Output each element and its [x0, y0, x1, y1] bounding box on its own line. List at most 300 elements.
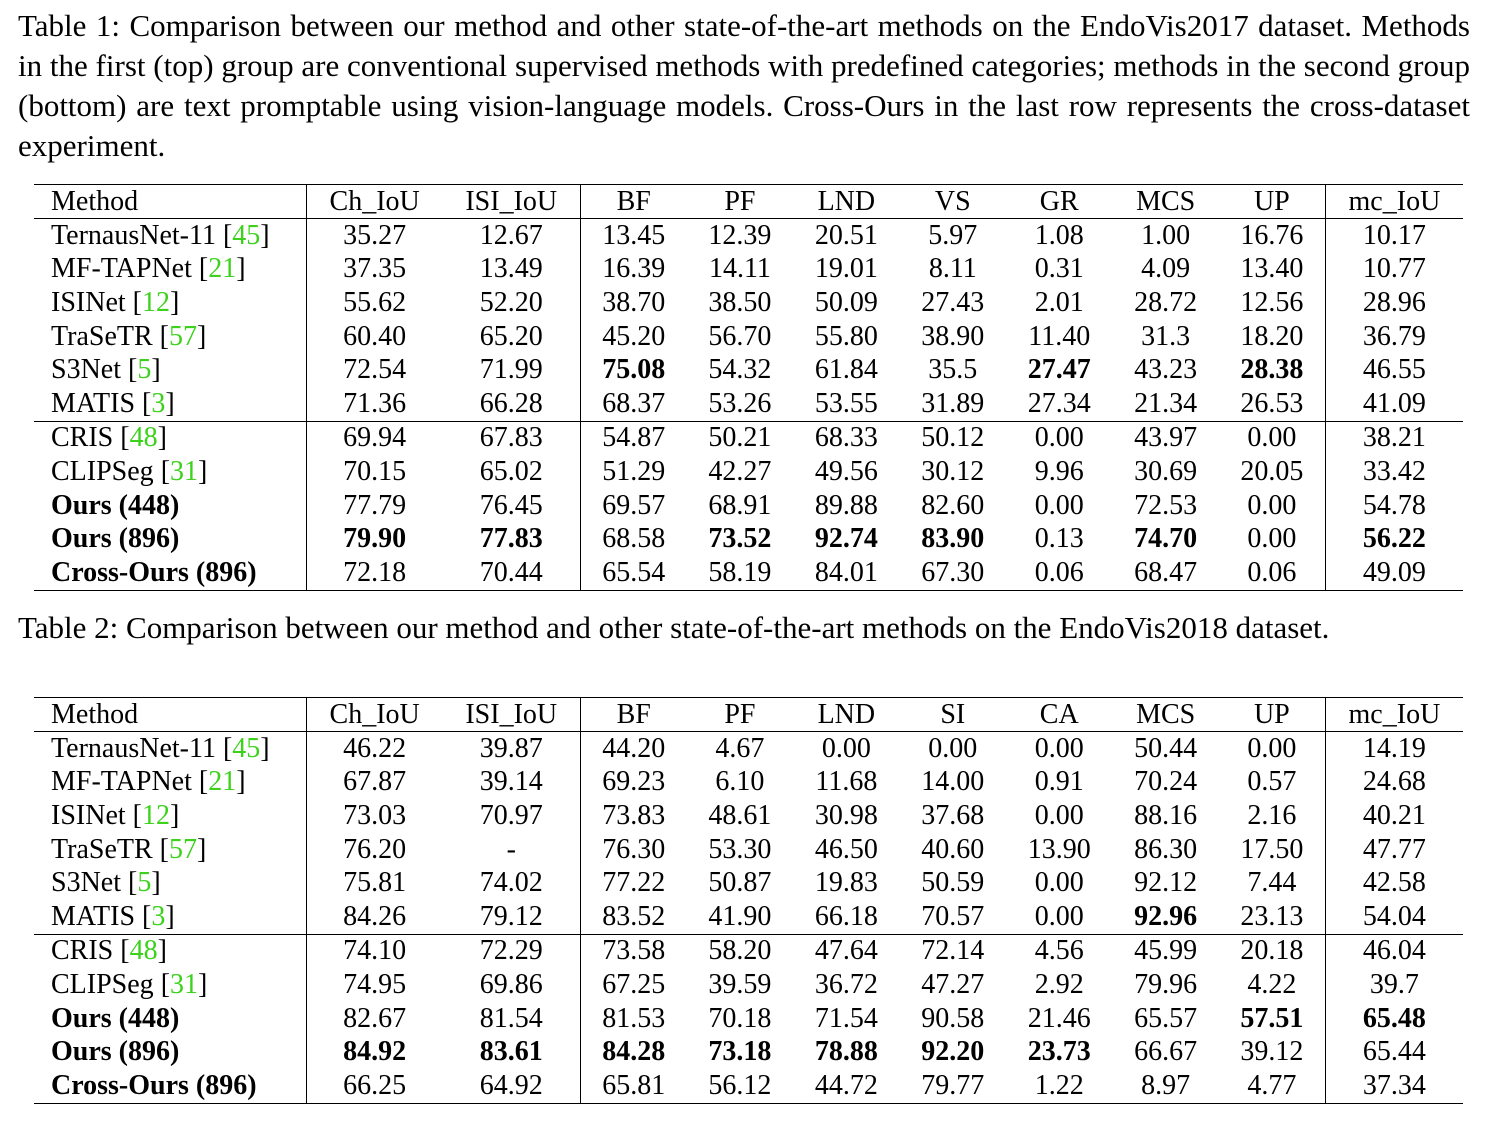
column-header: CA	[1039, 698, 1079, 730]
value-cell: 54.32	[708, 354, 772, 386]
value-cell: 0.00	[1219, 732, 1325, 766]
value-cell: 65.02	[443, 455, 581, 489]
method-name: TernausNet-11	[51, 732, 216, 764]
value-cell: 79.12	[443, 900, 581, 934]
value-cell: 83.90	[921, 523, 985, 555]
value-cell: 66.25	[343, 1069, 407, 1101]
value-cell: 89.88	[814, 489, 878, 521]
method-name: CLIPSeg	[51, 968, 154, 1000]
table1-header-row	[34, 185, 1463, 219]
value-cell: 69.94	[343, 422, 407, 454]
value-cell: 75.81	[343, 867, 407, 899]
value-cell: 0.00	[1034, 422, 1084, 454]
table-row	[34, 286, 1463, 320]
value-cell: 71.36	[343, 387, 407, 419]
value-cell: 68.91	[708, 489, 772, 521]
column-header: Ch_IoU	[329, 698, 420, 730]
value-cell: 37.68	[921, 799, 985, 831]
value-cell: 67.30	[921, 556, 985, 588]
citation-link[interactable]: 21	[208, 766, 237, 798]
method-cell	[34, 489, 306, 523]
table-row	[34, 253, 1463, 287]
method-name: TraSeTR	[51, 320, 153, 352]
value-cell: 13.40	[1219, 253, 1325, 287]
value-cell: 16.76	[1219, 219, 1325, 253]
table-row	[34, 320, 1463, 354]
value-cell: 60.40	[343, 320, 407, 352]
method-cell: TernausNet-11 [45]	[34, 732, 306, 766]
value-cell: 39.59	[708, 968, 772, 1000]
value-cell: 42.58	[1362, 867, 1426, 899]
value-cell: 73.03	[343, 799, 407, 831]
value-cell: 82.67	[343, 1002, 407, 1034]
value-cell: 65.81	[602, 1069, 666, 1101]
value-cell: 69.86	[443, 968, 581, 1002]
value-cell: 12.67	[443, 219, 581, 253]
value-cell: 14.19	[1362, 732, 1426, 764]
value-cell: 58.20	[708, 935, 772, 967]
table2-caption: Table 2: Comparison between our method and other state-of-the-art methods on the EndoVis2018 dataset.	[18, 610, 1330, 645]
value-cell: 67.87	[343, 766, 407, 798]
value-cell: 67.25	[602, 968, 666, 1000]
value-cell: 77.79	[343, 489, 407, 521]
value-cell: 14.00	[921, 766, 985, 798]
method-cell	[34, 1002, 306, 1036]
value-cell: 70.24	[1134, 766, 1198, 798]
value-cell: 84.26	[343, 900, 407, 932]
method-cell: TernausNet-11 [45]	[34, 219, 306, 253]
method-name: Ours (896)	[51, 1036, 180, 1068]
value-cell: 20.51	[814, 219, 878, 251]
value-cell: 1.08	[1034, 219, 1084, 251]
value-cell: 28.96	[1362, 286, 1426, 318]
value-cell: 4.22	[1219, 968, 1325, 1002]
citation-link[interactable]: 5	[137, 867, 152, 899]
value-cell: 28.38	[1219, 353, 1325, 387]
method-name: MATIS	[51, 900, 136, 932]
table2-endovis2018	[34, 697, 1463, 1104]
value-cell: 13.90	[1027, 833, 1091, 865]
method-cell	[34, 522, 306, 556]
column-header: BF	[616, 185, 651, 217]
table-row	[34, 522, 1463, 556]
method-cell: CRIS [48]	[34, 421, 306, 455]
value-cell: 37.35	[343, 253, 407, 285]
value-cell: 54.78	[1362, 489, 1426, 521]
method-name: ISINet	[51, 286, 126, 318]
value-cell: 56.12	[708, 1069, 772, 1101]
value-cell: 79.96	[1134, 968, 1198, 1000]
value-cell: 0.57	[1219, 766, 1325, 800]
value-cell: 1.22	[1034, 1069, 1084, 1101]
method-name: Ours (448)	[51, 489, 180, 521]
value-cell: 38.90	[921, 320, 985, 352]
table1-caption: Table 1: Comparison between our method and other state-of-the-art methods on the EndoVis2017 dataset. Methods in the first (top) group are conventional supervised methods with predefined categories; methods in the second group (bottom) are text promptable using vision-language models. Cross-Ours in the last row represents the cross-dataset experiment.	[18, 8, 1470, 163]
column-header: LND	[817, 698, 876, 730]
citation-link[interactable]: 12	[141, 286, 170, 318]
value-cell: 50.59	[921, 867, 985, 899]
value-cell: 43.23	[1134, 354, 1198, 386]
value-cell: 72.29	[443, 934, 581, 968]
value-cell: 19.01	[814, 253, 878, 285]
value-cell: 41.90	[708, 900, 772, 932]
value-cell: 0.00	[821, 732, 871, 764]
value-cell: 47.77	[1362, 833, 1426, 865]
value-cell: 5.97	[928, 219, 978, 251]
value-cell: 66.18	[814, 900, 878, 932]
table2-group-text-promptable	[34, 934, 1463, 1103]
table-row	[34, 866, 1463, 900]
table-row	[34, 421, 1463, 455]
value-cell: 2.01	[1034, 286, 1084, 318]
table-row	[34, 387, 1463, 421]
value-cell: 77.83	[443, 522, 581, 556]
value-cell: 77.22	[602, 867, 666, 899]
value-cell: 66.28	[443, 387, 581, 421]
value-cell: 68.47	[1134, 556, 1198, 588]
value-cell: 82.60	[921, 489, 985, 521]
value-cell: 70.18	[708, 1002, 772, 1034]
value-cell: 45.20	[602, 320, 666, 352]
citation-link[interactable]: 48	[129, 935, 158, 967]
value-cell: 24.68	[1362, 766, 1426, 798]
method-cell	[34, 556, 306, 590]
value-cell: 88.16	[1134, 799, 1198, 831]
table-row	[34, 833, 1463, 867]
citation-link[interactable]: 12	[141, 799, 170, 831]
value-cell: 69.57	[602, 489, 666, 521]
value-cell: 72.54	[343, 354, 407, 386]
value-cell: 13.45	[602, 219, 666, 251]
value-cell: 68.33	[814, 422, 878, 454]
value-cell: 0.00	[1034, 489, 1084, 521]
value-cell: 55.62	[343, 286, 407, 318]
column-header: VS	[934, 185, 971, 217]
value-cell: 76.20	[343, 833, 407, 865]
value-cell: 84.92	[343, 1036, 407, 1068]
value-cell: 1.00	[1141, 219, 1191, 251]
value-cell: 42.27	[708, 455, 772, 487]
method-cell: CLIPSeg [31]	[34, 968, 306, 1002]
table-row	[34, 900, 1463, 934]
value-cell: 70.97	[443, 799, 581, 833]
citation-link[interactable]: 21	[208, 253, 237, 285]
value-cell: 4.77	[1219, 1069, 1325, 1103]
method-cell: TraSeTR [57]	[34, 320, 306, 354]
value-cell: 4.56	[1034, 935, 1084, 967]
value-cell: 38.70	[602, 286, 666, 318]
value-cell: 56.70	[708, 320, 772, 352]
table-row	[34, 219, 1463, 253]
method-cell: S3Net [5]	[34, 866, 306, 900]
table-row	[34, 1002, 1463, 1036]
value-cell: 0.91	[1034, 766, 1084, 798]
value-cell: 57.51	[1219, 1002, 1325, 1036]
column-header: MCS	[1136, 185, 1196, 217]
value-cell: 65.20	[443, 320, 581, 354]
citation-link[interactable]: 31	[170, 455, 199, 487]
method-cell: ISINet [12]	[34, 286, 306, 320]
value-cell: 12.39	[708, 219, 772, 251]
value-cell: 0.00	[1219, 489, 1325, 523]
method-name: CRIS	[51, 935, 114, 967]
value-cell: 73.58	[602, 935, 666, 967]
value-cell: 73.52	[708, 523, 772, 555]
value-cell: 19.83	[814, 867, 878, 899]
value-cell: 72.18	[343, 556, 407, 588]
value-cell: 46.04	[1362, 935, 1426, 967]
column-header: BF	[616, 698, 651, 730]
value-cell: 39.14	[443, 766, 581, 800]
table1-group-supervised	[34, 219, 1463, 422]
method-cell: ISINet [12]	[34, 799, 306, 833]
value-cell: 55.80	[814, 320, 878, 352]
value-cell: 70.44	[443, 556, 581, 590]
method-name: S3Net	[51, 867, 121, 899]
value-cell: 4.09	[1141, 253, 1191, 285]
value-cell: 0.00	[1219, 522, 1325, 556]
value-cell: 27.47	[1027, 354, 1091, 386]
column-header: ISI_IoU	[443, 698, 581, 732]
value-cell: 28.72	[1134, 286, 1198, 318]
value-cell: 67.83	[443, 421, 581, 455]
citation-link[interactable]: 57	[168, 320, 197, 352]
method-cell: CRIS [48]	[34, 934, 306, 968]
table-row	[34, 1035, 1463, 1069]
value-cell: 70.15	[343, 455, 407, 487]
value-cell: 2.92	[1034, 968, 1084, 1000]
value-cell: 92.12	[1134, 867, 1198, 899]
value-cell: 65.57	[1134, 1002, 1198, 1034]
method-cell: CLIPSeg [31]	[34, 455, 306, 489]
method-name: TernausNet-11	[51, 219, 216, 251]
table1-endovis2017	[34, 184, 1463, 591]
value-cell: 18.20	[1219, 320, 1325, 354]
citation-link[interactable]: 3	[151, 387, 166, 419]
value-cell: 36.72	[814, 968, 878, 1000]
value-cell: 13.49	[443, 253, 581, 287]
value-cell: 8.11	[928, 253, 977, 285]
value-cell: 76.30	[602, 833, 666, 865]
value-cell: 4.67	[715, 732, 765, 764]
citation-link[interactable]: 48	[129, 422, 158, 454]
table-row	[34, 556, 1463, 590]
method-name: MF-TAPNet	[51, 766, 192, 798]
method-cell: MF-TAPNet [21]	[34, 253, 306, 287]
value-cell: 92.20	[921, 1036, 985, 1068]
value-cell: 92.74	[814, 523, 878, 555]
column-header: UP	[1219, 698, 1325, 732]
method-cell: TraSeTR [57]	[34, 833, 306, 867]
method-cell	[34, 1035, 306, 1069]
value-cell: 38.21	[1362, 422, 1426, 454]
method-name: S3Net	[51, 354, 121, 386]
value-cell: 30.98	[814, 799, 878, 831]
value-cell: 0.00	[928, 732, 978, 764]
value-cell: 50.21	[708, 422, 772, 454]
value-cell: 11.68	[815, 766, 878, 798]
table2-header	[34, 698, 1463, 732]
method-name: CRIS	[51, 422, 114, 454]
table-row	[34, 968, 1463, 1002]
value-cell: 53.26	[708, 387, 772, 419]
table-row	[34, 353, 1463, 387]
column-header: PF	[724, 185, 756, 217]
method-cell: S3Net [5]	[34, 353, 306, 387]
value-cell: 31.3	[1141, 320, 1191, 352]
value-cell: 49.09	[1362, 556, 1426, 588]
value-cell: 0.00	[1219, 421, 1325, 455]
table-row	[34, 766, 1463, 800]
value-cell: 16.39	[602, 253, 666, 285]
value-cell: 68.37	[602, 387, 666, 419]
value-cell: 0.00	[1034, 867, 1084, 899]
value-cell: 20.18	[1219, 934, 1325, 968]
value-cell: 44.72	[814, 1069, 878, 1101]
column-header: ISI_IoU	[443, 185, 581, 219]
value-cell: 30.69	[1134, 455, 1198, 487]
value-cell: 81.53	[602, 1002, 666, 1034]
column-header: MCS	[1136, 698, 1196, 730]
value-cell: 12.56	[1219, 286, 1325, 320]
value-cell: 74.95	[343, 968, 407, 1000]
value-cell: 30.12	[921, 455, 985, 487]
citation-link[interactable]: 45	[232, 732, 261, 764]
value-cell: 86.30	[1134, 833, 1198, 865]
value-cell: 72.53	[1134, 489, 1198, 521]
citation-link[interactable]: 57	[168, 833, 197, 865]
value-cell: 11.40	[1028, 320, 1091, 352]
value-cell: 21.46	[1027, 1002, 1091, 1034]
value-cell: 74.02	[443, 866, 581, 900]
value-cell: 8.97	[1141, 1069, 1191, 1101]
value-cell: 56.22	[1362, 523, 1426, 555]
value-cell: 76.45	[443, 489, 581, 523]
value-cell: 21.34	[1134, 387, 1198, 419]
value-cell: 69.23	[602, 766, 666, 798]
method-cell: MF-TAPNet [21]	[34, 766, 306, 800]
value-cell: 71.54	[814, 1002, 878, 1034]
value-cell: 65.54	[602, 556, 666, 588]
value-cell: 43.97	[1134, 422, 1198, 454]
value-cell: 53.30	[708, 833, 772, 865]
column-header: mc_IoU	[1348, 698, 1441, 730]
table-row	[34, 732, 1463, 766]
value-cell: 79.77	[921, 1069, 985, 1101]
table-row	[34, 799, 1463, 833]
value-cell: 50.12	[921, 422, 985, 454]
method-name: CLIPSeg	[51, 455, 154, 487]
value-cell: 10.77	[1362, 253, 1426, 285]
value-cell: 68.58	[602, 523, 666, 555]
value-cell: 0.06	[1034, 556, 1084, 588]
value-cell: 33.42	[1362, 455, 1426, 487]
value-cell: 74.70	[1134, 523, 1198, 555]
value-cell: 0.00	[1034, 799, 1084, 831]
column-header: Ch_IoU	[329, 185, 420, 217]
value-cell: 50.09	[814, 286, 878, 318]
value-cell: 35.27	[343, 219, 407, 251]
value-cell: 39.12	[1219, 1035, 1325, 1069]
value-cell: 38.50	[708, 286, 772, 318]
column-header: mc_IoU	[1348, 185, 1441, 217]
value-cell: 46.50	[814, 833, 878, 865]
value-cell: 0.13	[1034, 523, 1084, 555]
column-header: GR	[1039, 185, 1079, 217]
citation-link[interactable]: 3	[151, 900, 166, 932]
value-cell: 49.56	[814, 455, 878, 487]
value-cell: 2.16	[1219, 799, 1325, 833]
value-cell: 10.17	[1362, 219, 1426, 251]
value-cell: 92.96	[1134, 900, 1198, 932]
method-name: MATIS	[51, 387, 136, 419]
value-cell: 90.58	[921, 1002, 985, 1034]
value-cell: 73.83	[602, 799, 666, 831]
table-row	[34, 455, 1463, 489]
value-cell: 17.50	[1219, 833, 1325, 867]
method-name: Cross-Ours (896)	[51, 556, 257, 588]
value-cell: 37.34	[1362, 1069, 1426, 1101]
value-cell: 79.90	[343, 523, 407, 555]
value-cell: 7.44	[1219, 866, 1325, 900]
method-name: Ours (896)	[51, 523, 180, 555]
value-cell: 72.14	[921, 935, 985, 967]
value-cell: 71.99	[443, 353, 581, 387]
column-header: LND	[817, 185, 876, 217]
citation-link[interactable]: 45	[232, 219, 261, 251]
value-cell: 58.19	[708, 556, 772, 588]
column-header: SI	[940, 698, 966, 730]
value-cell: 44.20	[602, 732, 666, 764]
value-cell: 83.61	[443, 1035, 581, 1069]
value-cell: 47.27	[921, 968, 985, 1000]
value-cell: 54.87	[602, 422, 666, 454]
method-name: TraSeTR	[51, 833, 153, 865]
value-cell: 0.06	[1219, 556, 1325, 590]
table-row	[34, 934, 1463, 968]
value-cell: 46.22	[343, 732, 407, 764]
column-header: PF	[724, 698, 756, 730]
value-cell: 0.31	[1034, 253, 1084, 285]
value-cell: 51.29	[602, 455, 666, 487]
table2-header-row	[34, 698, 1463, 732]
method-name: MF-TAPNet	[51, 253, 192, 285]
column-header: UP	[1219, 185, 1325, 219]
value-cell: 39.87	[443, 732, 581, 766]
value-cell: 23.13	[1219, 900, 1325, 934]
column-header: Method	[34, 185, 306, 219]
value-cell: 35.5	[928, 354, 978, 386]
value-cell: 40.21	[1362, 799, 1426, 831]
citation-link[interactable]: 31	[170, 968, 199, 1000]
value-cell: 36.79	[1362, 320, 1426, 352]
method-name: Cross-Ours (896)	[51, 1069, 257, 1101]
value-cell: 14.11	[708, 253, 771, 285]
value-cell: 78.88	[814, 1036, 878, 1068]
value-cell: 40.60	[921, 833, 985, 865]
value-cell: 81.54	[443, 1002, 581, 1036]
value-cell: 47.64	[814, 935, 878, 967]
citation-link[interactable]: 5	[137, 354, 152, 386]
value-cell: 53.55	[814, 387, 878, 419]
method-cell: MATIS [3]	[34, 387, 306, 421]
table1-header	[34, 185, 1463, 219]
value-cell: -	[443, 833, 581, 867]
value-cell: 48.61	[708, 799, 772, 831]
value-cell: 75.08	[602, 354, 666, 386]
value-cell: 83.52	[602, 900, 666, 932]
value-cell: 73.18	[708, 1036, 772, 1068]
